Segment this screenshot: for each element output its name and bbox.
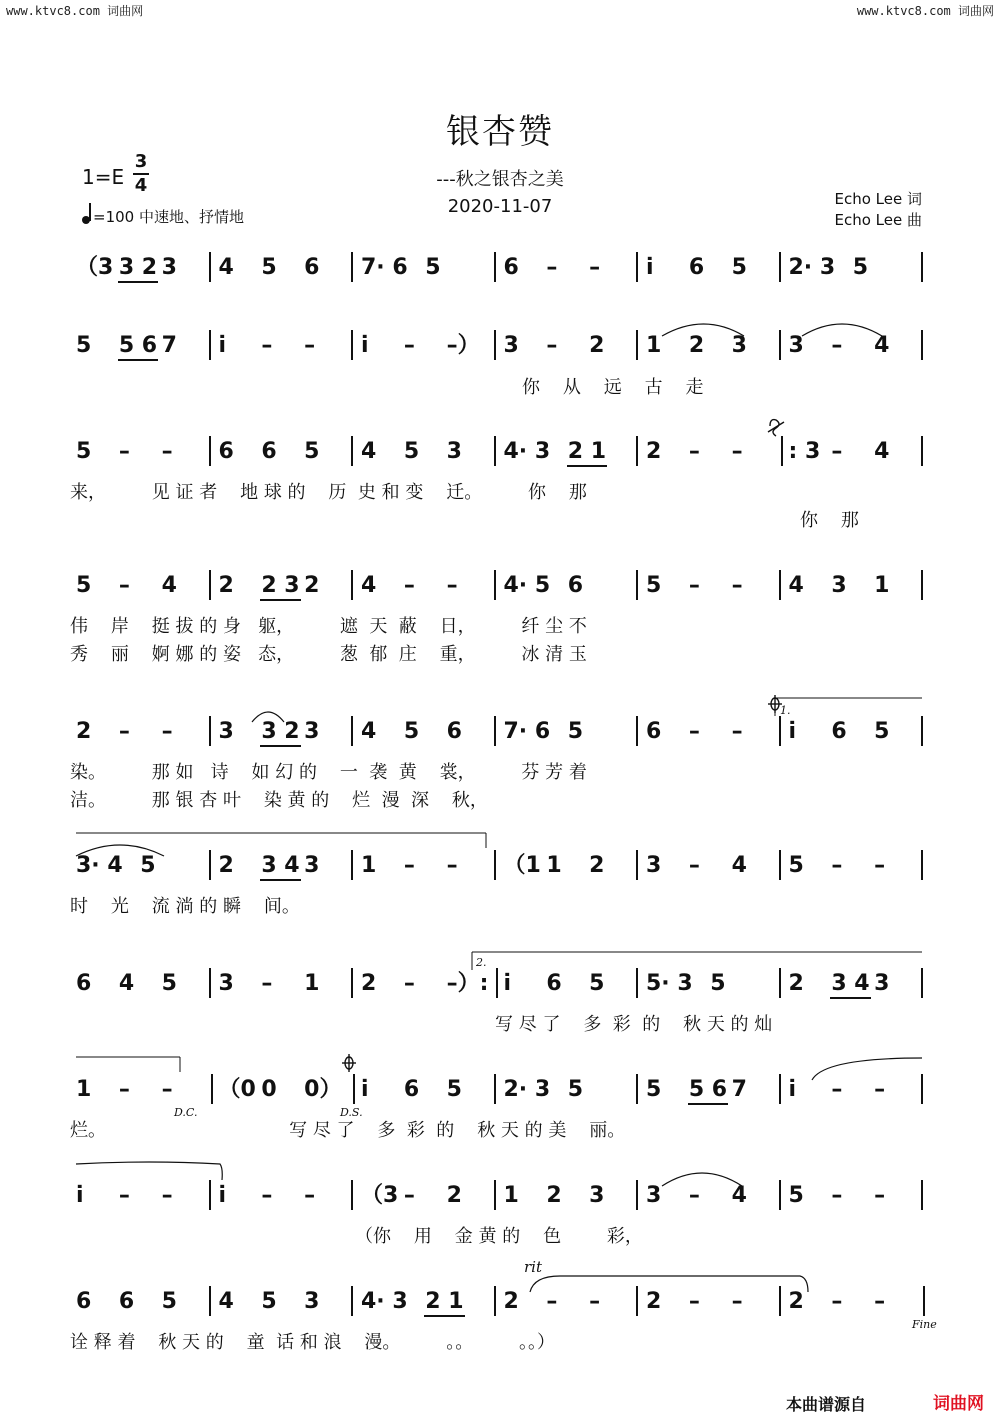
volta-1-bracket	[76, 698, 922, 848]
note-group: 5	[161, 971, 177, 996]
note-group: 5	[161, 1289, 177, 1314]
time-bottom: 4	[134, 175, 148, 196]
note-group: 5	[589, 971, 605, 996]
note-group: 1	[546, 853, 562, 878]
note-group: –	[161, 439, 173, 464]
note-group: 3 4	[831, 971, 870, 996]
note-group: 5	[710, 971, 726, 996]
note-group: 3	[304, 1289, 320, 1314]
note-group: 4· 5	[503, 573, 551, 598]
note-group: 3	[646, 853, 662, 878]
volta-2-label: 2.	[476, 956, 487, 969]
song-subtitle: ---秋之银杏之美	[436, 169, 564, 190]
note-group: –	[731, 719, 743, 744]
footer-logo: 词曲网	[933, 1394, 984, 1414]
note-group: –	[118, 719, 130, 744]
note-group: –	[446, 853, 458, 878]
note-group: 5	[788, 853, 804, 878]
note-group: –	[161, 719, 173, 744]
note-group: 2	[688, 333, 705, 358]
note-group: –	[546, 1289, 558, 1314]
note-group: 5 6	[688, 1077, 728, 1102]
note-group: 6	[831, 719, 847, 744]
note-group: –	[831, 1183, 843, 1208]
note-group: –	[831, 1289, 843, 1314]
note-group: –	[688, 439, 700, 464]
note-group: 3	[731, 333, 747, 358]
dc-mark: D.C.	[174, 1106, 198, 1119]
note-group: –	[731, 573, 743, 598]
note-group: 4· 3	[361, 1289, 408, 1314]
note-group: 3	[304, 853, 320, 878]
watermark-left: www.ktvc8.com 词曲网	[6, 4, 144, 18]
note-group: i̇	[503, 971, 512, 996]
note-group: 6	[446, 719, 462, 744]
note-group: –	[831, 1077, 843, 1102]
note-group: 4· 3	[503, 439, 551, 464]
note-group: 2	[788, 1289, 804, 1314]
key-signature: 1=E	[82, 165, 125, 189]
note-group: 3	[218, 719, 234, 744]
note-group: 2	[646, 439, 662, 464]
note-group: –	[589, 255, 601, 280]
note-group: 7	[731, 1077, 747, 1102]
note-group: 2· 3	[503, 1077, 551, 1102]
note-group: 5	[567, 719, 584, 744]
note-group: 1	[361, 853, 377, 878]
song-date: 2020-11-07	[447, 196, 553, 217]
lyric-line-9: 诠 释 着 秋 天 的 童 话 和 浪 漫。 。。 。。）	[70, 1332, 555, 1353]
note-group: 6	[218, 439, 234, 464]
note-group: 4	[161, 573, 177, 598]
note-group: –	[688, 1289, 700, 1314]
note-group: 7· 6	[361, 255, 408, 280]
note-group: 5	[76, 573, 92, 598]
note-group: 4	[731, 853, 747, 878]
slur-marks	[76, 324, 922, 1292]
note-group: 4	[874, 439, 890, 464]
note-group: –	[261, 1183, 273, 1208]
volta-1-label: 1.	[780, 704, 791, 717]
lyric-line-2b: 你 那	[800, 510, 859, 531]
note-group: 0	[261, 1077, 277, 1102]
segno-icon	[768, 420, 784, 436]
note-group: 7	[161, 333, 177, 358]
lyric-line-1: 你 从 远 古 走	[522, 377, 704, 398]
lyric-line-3a: 伟 岸 挺 拔 的 身 躯， 遮 天 蔽 日， 纤 尘 不	[70, 616, 587, 637]
note-group: 5	[646, 1077, 662, 1102]
note-group: 4	[361, 439, 377, 464]
note-group: 5	[874, 719, 890, 744]
note-group: –	[546, 333, 558, 358]
note-group: 5	[140, 853, 156, 878]
note-group: 3 2	[118, 255, 158, 280]
note-group: –	[118, 1183, 130, 1208]
note-group: 6	[76, 971, 92, 996]
note-group: 4	[218, 1289, 234, 1314]
note-group: –	[304, 333, 316, 358]
note-group: 3 4	[261, 853, 300, 878]
note-group: （3	[76, 255, 114, 280]
note-group: i̇	[76, 1183, 84, 1208]
lyric-line-4b: 洁。 那 银 杏 叶 染 黄 的 烂 漫 深 秋，	[70, 790, 488, 811]
lyricist-credit: Echo Lee 词	[834, 190, 922, 208]
note-group: i̇	[646, 255, 654, 280]
note-group: 5	[731, 255, 747, 280]
note-group: 1	[76, 1077, 92, 1102]
rit-mark: rit	[524, 1258, 542, 1276]
note-group: 5	[403, 439, 420, 464]
note-group: i̇	[218, 1183, 227, 1208]
note-group: –	[446, 573, 458, 598]
note-group: 5	[788, 1183, 804, 1208]
footer-source: 本曲谱源自	[786, 1395, 867, 1414]
note-group: 2	[503, 1289, 519, 1314]
lyric-line-3b: 秀 丽 婀 娜 的 姿 态， 葱 郁 庄 重， 冰 清 玉	[70, 644, 587, 665]
lyric-line-2a: 来， 见 证 者 地 球 的 历 史 和 变 迁。 你 那	[70, 482, 587, 503]
note-group: : 3	[788, 439, 821, 464]
note-group: 3	[161, 255, 177, 280]
note-group: 2 1	[567, 439, 607, 464]
note-group: –	[831, 439, 843, 464]
note-group: 5 6	[118, 333, 158, 358]
note-group: 4	[361, 573, 377, 598]
note-group: 3	[646, 1183, 662, 1208]
lyric-line-7: 烂。 写 尽 了 多 彩 的 秋 天 的 美 丽。	[70, 1120, 626, 1141]
note-group: –	[161, 1183, 173, 1208]
note-group: 6	[503, 255, 519, 280]
note-group: 3	[831, 573, 847, 598]
note-group: 6	[567, 573, 584, 598]
note-group: 3	[788, 333, 804, 358]
note-group: –	[688, 1183, 700, 1208]
note-group: （1	[503, 853, 541, 878]
note-group: 4	[788, 573, 804, 598]
note-group: 4	[118, 971, 135, 996]
note-group: 2	[788, 971, 804, 996]
note-group: 2	[589, 853, 605, 878]
note-group: 2	[218, 853, 234, 878]
note-group: i̇	[788, 1077, 797, 1102]
note-group: 5	[646, 573, 662, 598]
note-group: –	[403, 971, 415, 996]
note-group: 5	[403, 719, 420, 744]
song-title: 银杏赞	[446, 112, 554, 152]
note-group: –	[161, 1077, 173, 1102]
note-group: –	[403, 1183, 415, 1208]
lyric-line-8: （你 用 金 黄 的 色 彩，	[355, 1226, 643, 1247]
note-group: 6	[76, 1289, 92, 1314]
note-group: 3	[874, 971, 890, 996]
note-group: 2	[361, 971, 377, 996]
composer-credit: Echo Lee 曲	[834, 211, 922, 229]
note-group: 1	[646, 333, 662, 358]
note-group: 2	[446, 1183, 462, 1208]
note-group: 1	[304, 971, 320, 996]
note-group: 2	[646, 1289, 662, 1314]
note-group: –	[261, 333, 273, 358]
note-group: –	[403, 853, 415, 878]
note-group: –	[731, 1289, 743, 1314]
note-group: 5	[425, 255, 441, 280]
note-group: i̇	[361, 333, 369, 358]
note-group: 3	[589, 1183, 605, 1208]
note-group: –	[304, 1183, 316, 1208]
note-group: 5	[76, 333, 92, 358]
note-group: 5	[261, 1289, 277, 1314]
note-group: 5	[261, 255, 277, 280]
note-group: 6	[118, 1289, 135, 1314]
note-group: –	[874, 853, 886, 878]
note-group: 5	[76, 439, 92, 464]
note-group: 3	[218, 971, 234, 996]
note-group: –	[874, 1289, 886, 1314]
note-group: 6	[261, 439, 277, 464]
note-group: 4	[361, 719, 377, 744]
note-group: –	[403, 573, 415, 598]
coda-icon	[342, 695, 782, 1072]
tempo-text: =100 中速地、抒情地	[93, 208, 244, 226]
note-group: –	[874, 1183, 886, 1208]
note-group: i̇	[788, 719, 797, 744]
note-group: –	[688, 573, 700, 598]
note-group: i̇	[361, 1077, 369, 1102]
note-group: 0）	[304, 1077, 342, 1102]
note-group: 2 3	[261, 573, 300, 598]
note-group: –	[731, 439, 743, 464]
note-group: 4	[218, 255, 234, 280]
watermark-right: www.ktvc8.com 词曲网	[856, 4, 994, 18]
note-group: 7· 6	[503, 719, 551, 744]
note-group: –	[688, 853, 700, 878]
note-group: –）	[446, 333, 480, 358]
note-group: 4	[731, 1183, 747, 1208]
note-group: 6	[646, 719, 662, 744]
volta-2-bracket	[76, 952, 922, 1072]
note-group: 3	[503, 333, 519, 358]
note-group: –	[118, 573, 130, 598]
fine-mark: Fine	[912, 1318, 937, 1331]
note-group: 5	[446, 1077, 462, 1102]
note-group: （0	[218, 1077, 256, 1102]
note-group: 6	[688, 255, 705, 280]
note-group: 3· 4	[76, 853, 123, 878]
lyric-line-4a: 染。 那 如 诗 如 幻 的 一 袭 黄 裳， 芬 芳 着	[70, 762, 587, 783]
note-group: 2	[304, 573, 320, 598]
note-group: 4	[874, 333, 890, 358]
note-group: 2	[218, 573, 234, 598]
note-group: 2 1	[425, 1289, 464, 1314]
time-top: 3	[134, 151, 148, 172]
note-group: –	[261, 971, 273, 996]
note-group: 1	[503, 1183, 519, 1208]
note-group: –	[831, 853, 843, 878]
note-group: 2	[589, 333, 605, 358]
note-group: （3	[361, 1183, 399, 1208]
note-group: –）:	[446, 971, 489, 996]
note-group: 6	[304, 255, 320, 280]
note-group: 2	[546, 1183, 562, 1208]
note-group: –	[118, 1077, 130, 1102]
note-group: –	[403, 333, 415, 358]
note-group: –	[589, 1289, 601, 1314]
note-group: 2	[76, 719, 92, 744]
note-group: 3	[304, 719, 320, 744]
note-group: 5	[304, 439, 320, 464]
ds-mark: D.S.	[340, 1106, 363, 1119]
note-group: 3	[446, 439, 462, 464]
note-group: 5	[852, 255, 869, 280]
note-group: 5	[567, 1077, 584, 1102]
note-group: –	[688, 719, 700, 744]
note-group: i̇	[218, 333, 227, 358]
lyric-line-5: 时 光 流 淌 的 瞬 间。	[70, 896, 300, 917]
note-group: 6	[546, 971, 562, 996]
note-group: –	[546, 255, 558, 280]
note-group: –	[874, 1077, 886, 1102]
note-group: 1	[874, 573, 890, 598]
note-group: 6	[403, 1077, 420, 1102]
lyric-line-6: 写 尽 了 多 彩 的 秋 天 的 灿	[495, 1014, 773, 1035]
note-group: –	[118, 439, 130, 464]
note-group: 3 2	[261, 719, 300, 744]
note-group: 5· 3	[646, 971, 693, 996]
note-group: –	[831, 333, 843, 358]
note-group: 2· 3	[788, 255, 836, 280]
